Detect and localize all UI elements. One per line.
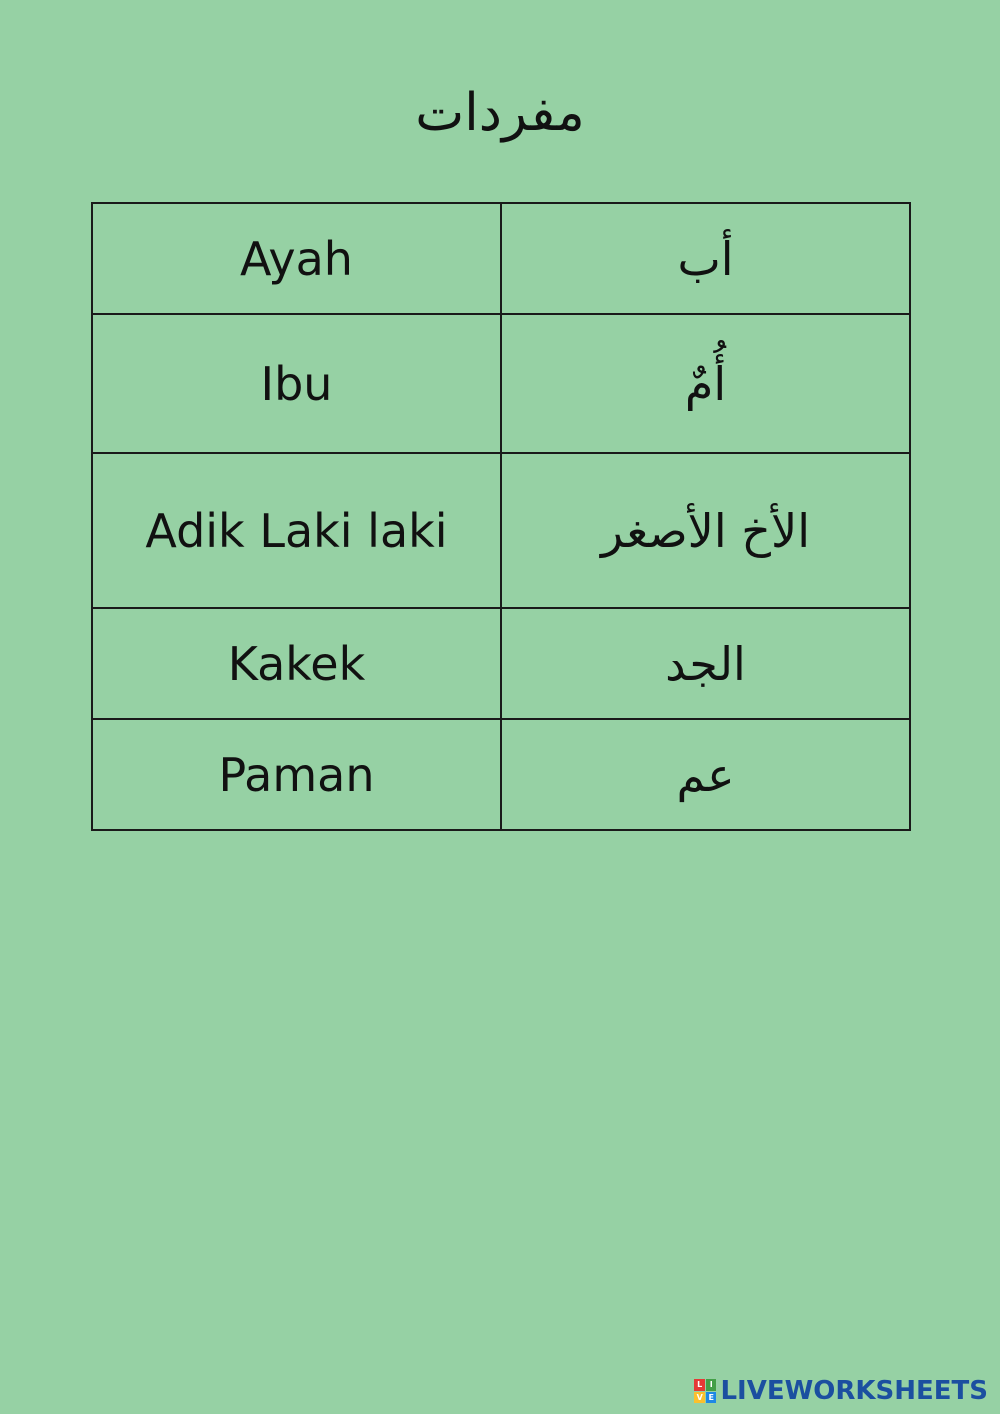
table-row (92, 608, 910, 719)
logo-letter: I (706, 1379, 717, 1391)
arabic-word-cell: أب (501, 203, 910, 314)
logo-letter: E (706, 1392, 717, 1404)
indonesian-word-cell: Paman (92, 719, 501, 830)
logo-letter: L (694, 1379, 705, 1391)
indonesian-word-cell: Adik Laki laki (92, 453, 501, 608)
arabic-word-cell: الأخ الأصغر (501, 453, 910, 608)
page-title: مفردات (415, 83, 585, 143)
liveworksheets-wordmark: LIVEWORKSHEETS (720, 1376, 988, 1406)
table-row (92, 719, 910, 830)
vocabulary-table (91, 202, 911, 831)
arabic-word-cell: عم (501, 719, 910, 830)
arabic-word-cell: الجد (501, 608, 910, 719)
logo-letter: V (694, 1392, 705, 1404)
liveworksheets-logo-icon (694, 1379, 716, 1403)
table-row (92, 203, 910, 314)
indonesian-word-cell: Ibu (92, 314, 501, 453)
liveworksheets-logo (694, 1376, 988, 1406)
table-row (92, 314, 910, 453)
indonesian-word-cell: Ayah (92, 203, 501, 314)
table-row (92, 453, 910, 608)
indonesian-word-cell: Kakek (92, 608, 501, 719)
arabic-word-cell: أُمٌ (501, 314, 910, 453)
